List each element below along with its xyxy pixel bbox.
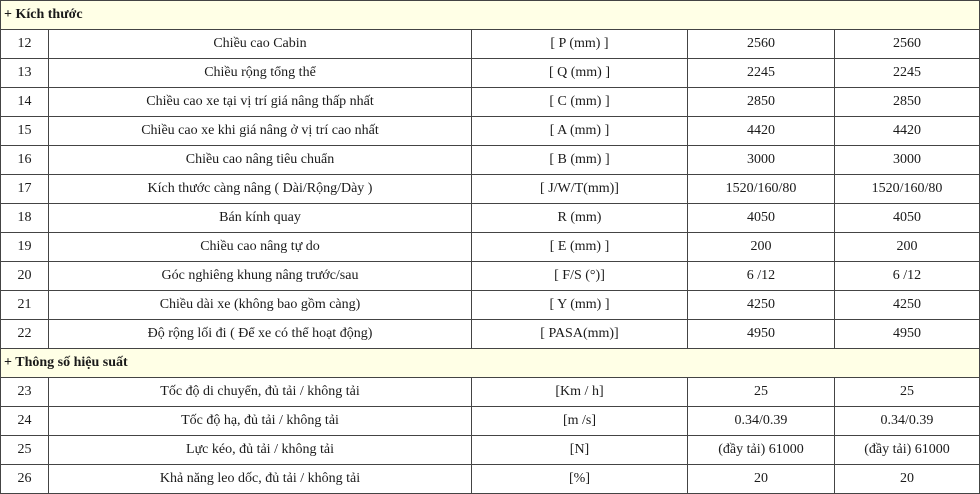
spec-unit: [Km / h] [472,378,688,407]
spec-value-2: 200 [835,233,980,262]
table-row [1,320,980,349]
spec-unit: [ J/W/T(mm)] [472,175,688,204]
row-number: 16 [1,146,49,175]
spec-name: Chiều dài xe (không bao gồm càng) [49,291,472,320]
row-number: 23 [1,378,49,407]
spec-name: Khả năng leo dốc, đủ tải / không tải [49,465,472,494]
spec-unit: [N] [472,436,688,465]
table-row [1,30,980,59]
spec-value-1: (đầy tải) 61000 [688,436,835,465]
spec-value-1: 1520/160/80 [688,175,835,204]
spec-value-1: 4250 [688,291,835,320]
spec-name: Chiều cao nâng tiêu chuẩn [49,146,472,175]
table-row [1,146,980,175]
spec-name: Tốc độ di chuyển, đủ tải / không tải [49,378,472,407]
spec-value-2: 3000 [835,146,980,175]
spec-unit: [m /s] [472,407,688,436]
spec-value-2: 4420 [835,117,980,146]
spec-unit: [ PASA(mm)] [472,320,688,349]
spec-value-2: 2245 [835,59,980,88]
spec-name: Chiều rộng tổng thể [49,59,472,88]
spec-unit: [ Q (mm) ] [472,59,688,88]
spec-value-2: (đầy tải) 61000 [835,436,980,465]
spec-unit: [ B (mm) ] [472,146,688,175]
spec-name: Bán kính quay [49,204,472,233]
row-number: 20 [1,262,49,291]
spec-name: Chiều cao xe tại vị trí giá nâng thấp nhất [49,88,472,117]
spec-name: Chiều cao nâng tự do [49,233,472,262]
spec-value-1: 20 [688,465,835,494]
row-number: 19 [1,233,49,262]
row-number: 18 [1,204,49,233]
spec-name: Tốc độ hạ, đủ tải / không tải [49,407,472,436]
spec-value-2: 0.34/0.39 [835,407,980,436]
spec-value-2: 25 [835,378,980,407]
spec-value-1: 6 /12 [688,262,835,291]
spec-value-2: 2850 [835,88,980,117]
table-row [1,117,980,146]
spec-value-2: 4950 [835,320,980,349]
spec-value-1: 25 [688,378,835,407]
spec-unit: [ P (mm) ] [472,30,688,59]
table-row [1,233,980,262]
spec-value-1: 4950 [688,320,835,349]
spec-value-1: 2560 [688,30,835,59]
row-number: 25 [1,436,49,465]
table-row [1,175,980,204]
table-row [1,436,980,465]
spec-value-2: 4050 [835,204,980,233]
spec-name: Kích thước càng nâng ( Dài/Rộng/Dày ) [49,175,472,204]
table-row [1,407,980,436]
spec-unit: [ C (mm) ] [472,88,688,117]
row-number: 21 [1,291,49,320]
spec-unit: [ F/S (°)] [472,262,688,291]
section-title: + Kích thước [1,1,980,30]
row-number: 14 [1,88,49,117]
section-header-performance [1,349,980,378]
section-header-dimensions [1,1,980,30]
spec-value-1: 2245 [688,59,835,88]
row-number: 12 [1,30,49,59]
row-number: 22 [1,320,49,349]
table-row [1,59,980,88]
spec-value-1: 3000 [688,146,835,175]
spec-value-1: 200 [688,233,835,262]
spec-name: Góc nghiêng khung nâng trước/sau [49,262,472,291]
spec-value-1: 4050 [688,204,835,233]
table-row [1,291,980,320]
spec-value-1: 2850 [688,88,835,117]
spec-unit: [ Y (mm) ] [472,291,688,320]
spec-value-2: 20 [835,465,980,494]
spec-value-1: 0.34/0.39 [688,407,835,436]
spec-value-2: 1520/160/80 [835,175,980,204]
spec-unit: [%] [472,465,688,494]
spec-value-2: 6 /12 [835,262,980,291]
row-number: 24 [1,407,49,436]
spec-name: Lực kéo, đủ tải / không tải [49,436,472,465]
table-row [1,262,980,291]
table-row [1,204,980,233]
spec-name: Chiều cao Cabin [49,30,472,59]
spec-unit: [ E (mm) ] [472,233,688,262]
table-row [1,378,980,407]
spec-unit: [ A (mm) ] [472,117,688,146]
spec-value-1: 4420 [688,117,835,146]
spec-name: Chiều cao xe khi giá nâng ở vị trí cao nhất [49,117,472,146]
spec-value-2: 4250 [835,291,980,320]
table-row [1,465,980,494]
row-number: 17 [1,175,49,204]
row-number: 26 [1,465,49,494]
section-title: + Thông số hiệu suất [1,349,980,378]
spec-value-2: 2560 [835,30,980,59]
spec-name: Độ rộng lối đi ( Để xe có thể hoạt động) [49,320,472,349]
table-row [1,88,980,117]
row-number: 13 [1,59,49,88]
spec-unit: R (mm) [472,204,688,233]
row-number: 15 [1,117,49,146]
